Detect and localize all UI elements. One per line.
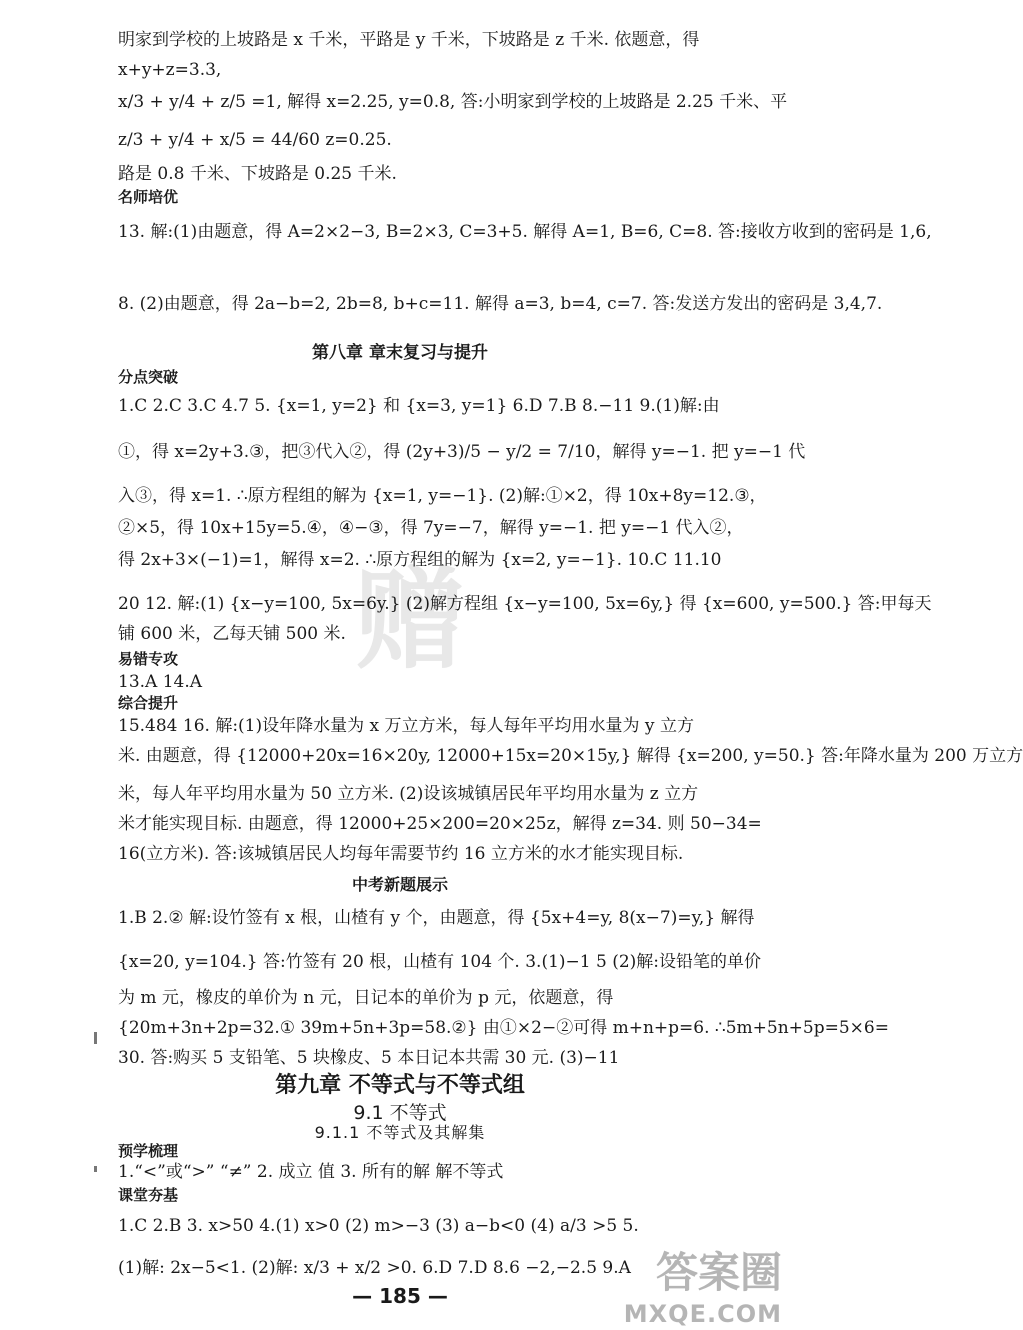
watermark-url: MXQE.COM xyxy=(623,1300,782,1328)
text-line: 1.B 2.② 解:设竹签有 x 根，山楂有 y 个，由题意，得 {5x+4=y, 8(x−7)=y,} 解得 xyxy=(118,908,755,928)
chapter-title: 第九章 不等式与不等式组 xyxy=(275,1073,525,1098)
text-line: 20 12. 解:(1) {x−y=100, 5x=6y.} (2)解方程组 {x−y=100, 5x=6y,} 得 {x=600, y=500.} 答:甲每天 xyxy=(118,594,932,614)
text-line: 为 m 元，橡皮的单价为 n 元，日记本的单价为 p 元，依题意，得 xyxy=(118,988,614,1008)
text-line: z/3 + y/4 + x/5 = 44/60 z=0.25. xyxy=(118,130,392,150)
text-line: ①，得 x=2y+3.③，把③代入②，得 (2y+3)/5 − y/2 = 7/10，解得 y=−1. 把 y=−1 代 xyxy=(118,442,806,462)
section-title: 中考新题展示 xyxy=(351,875,448,894)
text-line: (1)解: 2x−5<1. (2)解: x/3 + x/2 >0. 6.D 7.D 8.6 −2,−2.5 9.A xyxy=(118,1258,631,1278)
watermark-logo-text: 答案圈 xyxy=(655,1248,782,1297)
section-heading: 易错专攻 xyxy=(118,650,179,668)
text-line: 15.484 16. 解:(1)设年降水量为 x 万立方米，每人每年平均用水量为 y 立方 xyxy=(118,716,694,736)
text-line: 明家到学校的上坡路是 x 千米，平路是 y 千米，下坡路是 z 千米. 依题意，得 xyxy=(118,30,700,50)
margin-mark xyxy=(94,1166,97,1172)
subsection-title: 9.1.1 不等式及其解集 xyxy=(314,1123,486,1142)
text-line: 30. 答:购买 5 支铅笔、5 块橡皮、5 本日记本共需 30 元. (3)−11 xyxy=(118,1048,620,1068)
section-heading: 综合提升 xyxy=(118,694,179,712)
text-line: {x=20, y=104.} 答:竹签有 20 根，山楂有 104 个. 3.(1)−1 5 (2)解:设铅笔的单价 xyxy=(118,952,762,972)
text-line: x+y+z=3.3, xyxy=(118,60,222,80)
section-heading: 分点突破 xyxy=(118,368,179,386)
text-line: 米. 由题意，得 {12000+20x=16×20y, 12000+15x=20×15y,} 解得 {x=200, y=50.} 答:年降水量为 200 万立方 xyxy=(118,746,1023,766)
text-line: x/3 + y/4 + z/5 =1, 解得 x=2.25, y=0.8, 答:小明家到学校的上坡路是 2.25 千米、平 xyxy=(118,92,788,112)
gift-stamp-watermark: 赠 xyxy=(355,556,465,684)
text-line: 路是 0.8 千米、下坡路是 0.25 千米. xyxy=(118,164,397,184)
text-line: 得 2x+3×(−1)=1，解得 x=2. ∴原方程组的解为 {x=2, y=−1}. 10.C 11.10 xyxy=(118,550,722,570)
section-heading: 名师培优 xyxy=(118,188,179,206)
chapter-title: 第八章 章末复习与提升 xyxy=(312,343,488,363)
page-number: — 185 — xyxy=(352,1284,448,1308)
text-line: 入③，得 x=1. ∴原方程组的解为 {x=1, y=−1}. (2)解:①×2，得 10x+8y=12.③， xyxy=(118,486,767,506)
text-line: 13. 解:(1)由题意，得 A=2×2−3, B=2×3, C=3+5. 解得 A=1, B=6, C=8. 答:接收方收到的密码是 1,6, xyxy=(118,222,932,242)
text-line: 1.C 2.C 3.C 4.7 5. {x=1, y=2} 和 {x=3, y=1} 6.D 7.B 8.−11 9.(1)解:由 xyxy=(118,396,720,416)
text-line: 米才能实现目标. 由题意，得 12000+25×200=20×25z，解得 z=34. 则 50−34= xyxy=(118,814,762,834)
text-line: 8. (2)由题意，得 2a−b=2, 2b=8, b+c=11. 解得 a=3, b=4, c=7. 答:发送方发出的密码是 3,4,7. xyxy=(118,294,883,314)
text-line: {20m+3n+2p=32.① 39m+5n+3p=58.②} 由①×2−②可得 m+n+p=6. ∴5m+5n+5p=5×6= xyxy=(118,1018,889,1038)
text-line: 米，每人年平均用水量为 50 立方米. (2)设该城镇居民年平均用水量为 z 立方 xyxy=(118,784,699,804)
text-line: 13.A 14.A xyxy=(118,672,203,692)
text-line: 铺 600 米，乙每天铺 500 米. xyxy=(118,624,346,644)
section-heading: 预学梳理 xyxy=(118,1142,179,1160)
margin-mark xyxy=(94,1032,97,1044)
section-heading: 课堂夯基 xyxy=(118,1186,179,1204)
text-line: 16(立方米). 答:该城镇居民人均每年需要节约 16 立方米的水才能实现目标. xyxy=(118,844,684,864)
text-line: ②×5，得 10x+15y=5.④，④−③，得 7y=−7，解得 y=−1. 把 y=−1 代入②， xyxy=(118,518,744,538)
section-title: 9.1 不等式 xyxy=(353,1102,447,1124)
site-watermark xyxy=(624,1240,782,1328)
text-line: 1.C 2.B 3. x>50 4.(1) x>0 (2) m>−3 (3) a−b<0 (4) a/3 >5 5. xyxy=(118,1216,639,1236)
text-line: 1.“<”或“>” “≠” 2. 成立 值 3. 所有的解 解不等式 xyxy=(118,1162,504,1182)
